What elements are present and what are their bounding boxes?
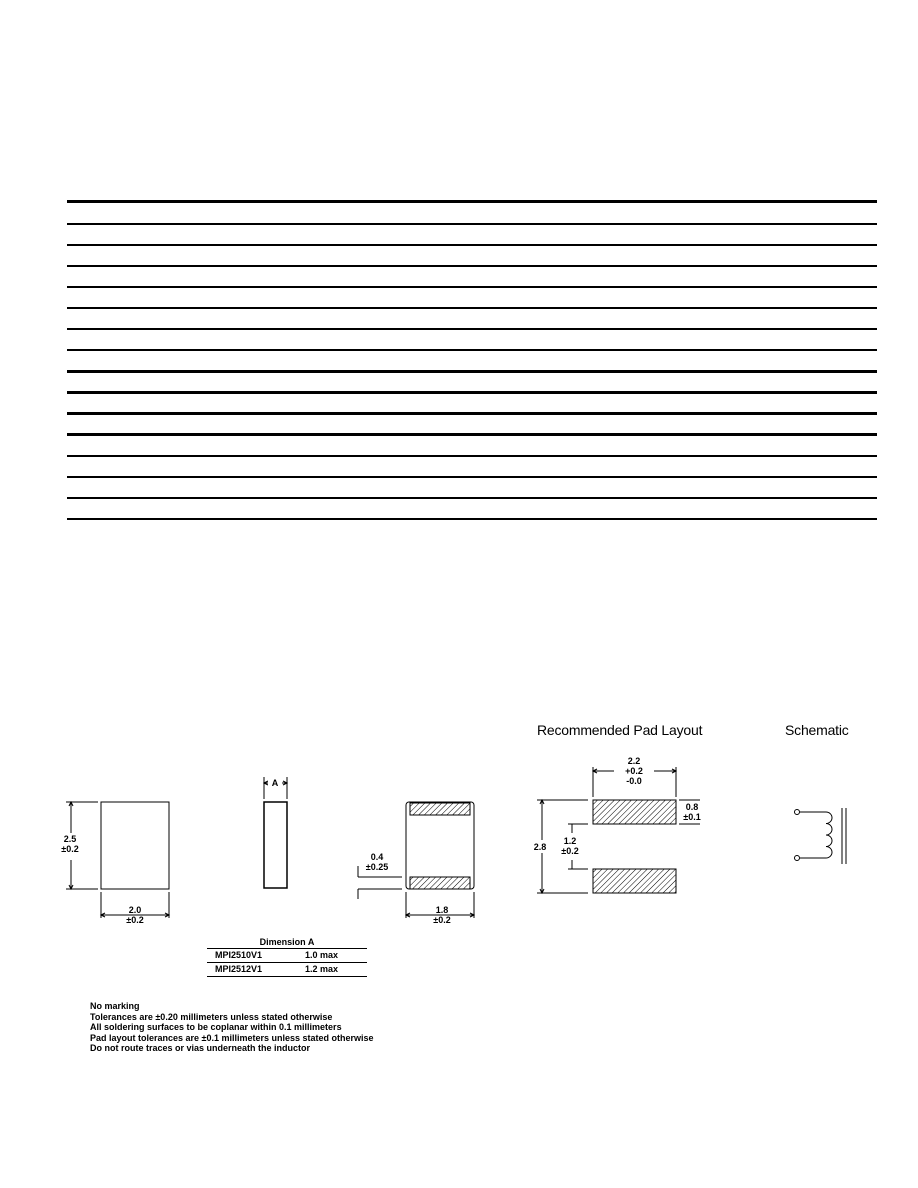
thickness-dim-label: A (268, 778, 282, 788)
top-view-body (101, 802, 169, 889)
terminal-top (410, 803, 470, 815)
part-number: MPI2512V1 (215, 964, 263, 974)
side-view-body (264, 802, 287, 888)
pad-top (593, 800, 676, 824)
dimension-a-table (207, 937, 367, 977)
pad-gap-dim-label: 1.2 ±0.2 (561, 836, 579, 856)
terminal-dim-label: 0.4 ±0.25 (365, 852, 389, 872)
pad-layout-heading: Recommended Pad Layout (537, 722, 703, 738)
pad-bottom (593, 869, 676, 893)
part-value: 1.0 max (305, 950, 339, 960)
dimension-a-title: Dimension A (207, 937, 367, 949)
schematic-heading: Schematic (785, 722, 849, 738)
part-value: 1.2 max (305, 964, 339, 974)
pad-overall-dim-label: 2.8 (530, 842, 550, 852)
inductor-symbol (795, 808, 847, 864)
terminal-bottom (410, 877, 470, 889)
notes (90, 1001, 374, 1054)
table-row (207, 963, 367, 977)
pad-width-dim-label: 2.2 +0.2 -0.0 (614, 756, 654, 786)
table-row (207, 949, 367, 963)
note: Do not route traces or vias underneath the inductor (90, 1043, 311, 1053)
note: Tolerances are ±0.20 millimeters unless stated otherwise (90, 1011, 333, 1022)
terminal-width-dim-label: 1.8 ±0.2 (433, 905, 451, 925)
note: No marking (90, 1001, 140, 1011)
part-number: MPI2510V1 (215, 950, 263, 960)
note: All soldering surfaces to be coplanar within 0.1 millimeters (90, 1022, 342, 1032)
width-dim-label: 2.0 ±0.2 (126, 905, 144, 925)
height-dim-label: 2.5 ±0.2 (61, 834, 79, 854)
note: Pad layout tolerances are ±0.1 millimeters unless stated otherwise (90, 1032, 374, 1043)
pad-height-dim-label: 0.8 ±0.1 (683, 802, 701, 822)
